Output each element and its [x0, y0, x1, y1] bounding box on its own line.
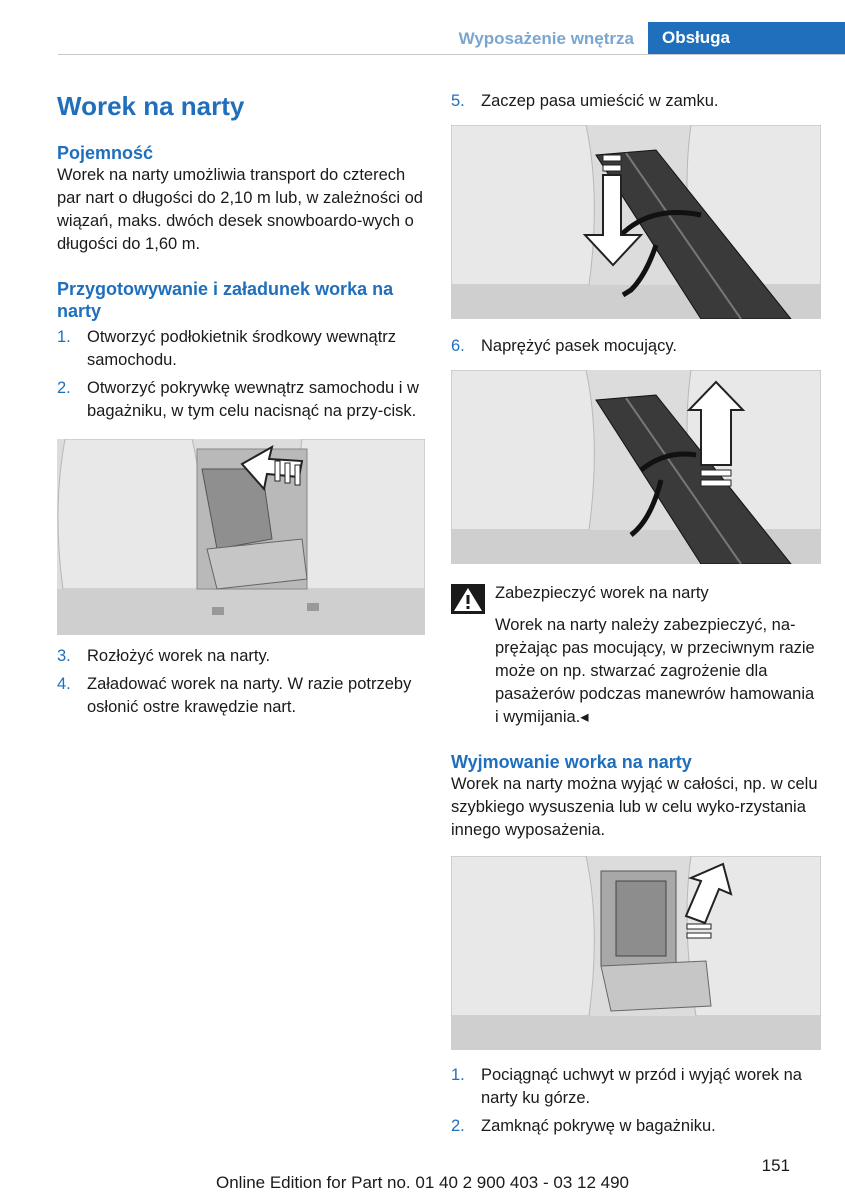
list-item: [57, 377, 425, 423]
step-number: 4.: [57, 675, 71, 693]
figure-removal: [451, 856, 821, 1050]
list-item: [57, 326, 425, 372]
step-text: Otworzyć pokrywkę wewnątrz samochodu i w bagażniku, w tym celu nacisnąć na przy-cisk.: [87, 379, 419, 420]
step-number: 6.: [451, 337, 465, 355]
footer-edition: Online Edition for Part no. 01 40 2 900 403 - 03 12 490: [215, 1173, 629, 1192]
prep-heading: Przygotowywanie i załadunek worka na narty: [57, 279, 394, 321]
step-text: Otworzyć podłokietnik środkowy wewnątrz samochodu.: [87, 328, 397, 369]
list-item: [451, 1115, 821, 1138]
figure-buckle: [451, 125, 821, 319]
capacity-heading: Pojemność: [57, 143, 154, 163]
page-number: 151: [761, 1156, 790, 1175]
removal-text: Worek na narty można wyjąć w całości, np. w celu szybkiego wysuszenia lub w celu wyko-rzystania innego wyposażenia.: [451, 775, 818, 839]
step-text: Naprężyć pasek mocujący.: [481, 337, 677, 355]
step-text: Zaczep pasa umieścić w zamku.: [481, 92, 719, 110]
left-column: [57, 90, 425, 719]
page-title: Worek na narty: [57, 91, 245, 121]
figure-armrest-open: [57, 439, 425, 635]
step-number: 1.: [57, 328, 71, 346]
step-number: 2.: [451, 1117, 465, 1135]
step-number: 2.: [57, 379, 71, 397]
step-text: Zamknąć pokrywę w bagażniku.: [481, 1117, 716, 1135]
step-text: Pociągnąć uchwyt w przód i wyjąć worek na narty ku górze.: [481, 1066, 802, 1107]
step-number: 3.: [57, 647, 71, 665]
list-item: [451, 335, 821, 358]
removal-heading: Wyjmowanie worka na narty: [451, 752, 692, 772]
warning-text: Worek na narty należy zabezpieczyć, na-prężając pas mocujący, w przeciwnym razie może on np. stwarzać zagrożenie dla pasażerów podczas manewrów hamowania i wymijania.◂: [495, 616, 815, 726]
header-chapter-tab: Obsługa: [648, 22, 845, 54]
step-text: Załadować worek na narty. W razie potrzeby osłonić ostre krawędzie nart.: [87, 675, 412, 716]
header-rule: [58, 54, 845, 55]
list-item: [451, 1064, 821, 1110]
right-column: [451, 90, 821, 1138]
warning-title: Zabezpieczyć worek na narty: [495, 584, 709, 602]
figure-tension-strap: [451, 370, 821, 564]
list-item: [57, 673, 425, 719]
list-item: [451, 90, 821, 113]
step-number: 1.: [451, 1066, 465, 1084]
step-number: 5.: [451, 92, 465, 110]
header-section-title: Wyposażenie wnętrza: [458, 29, 634, 48]
warning-triangle-icon: [451, 584, 485, 614]
warning-block: [451, 582, 821, 614]
list-item: [57, 645, 425, 668]
step-text: Rozłożyć worek na narty.: [87, 647, 271, 665]
capacity-text: Worek na narty umożliwia transport do czterech par nart o długości do 2,10 m lub, w zależności od wiązań, maks. dwóch desek snowboardo-wych o długości do 1,60 m.: [57, 166, 423, 253]
